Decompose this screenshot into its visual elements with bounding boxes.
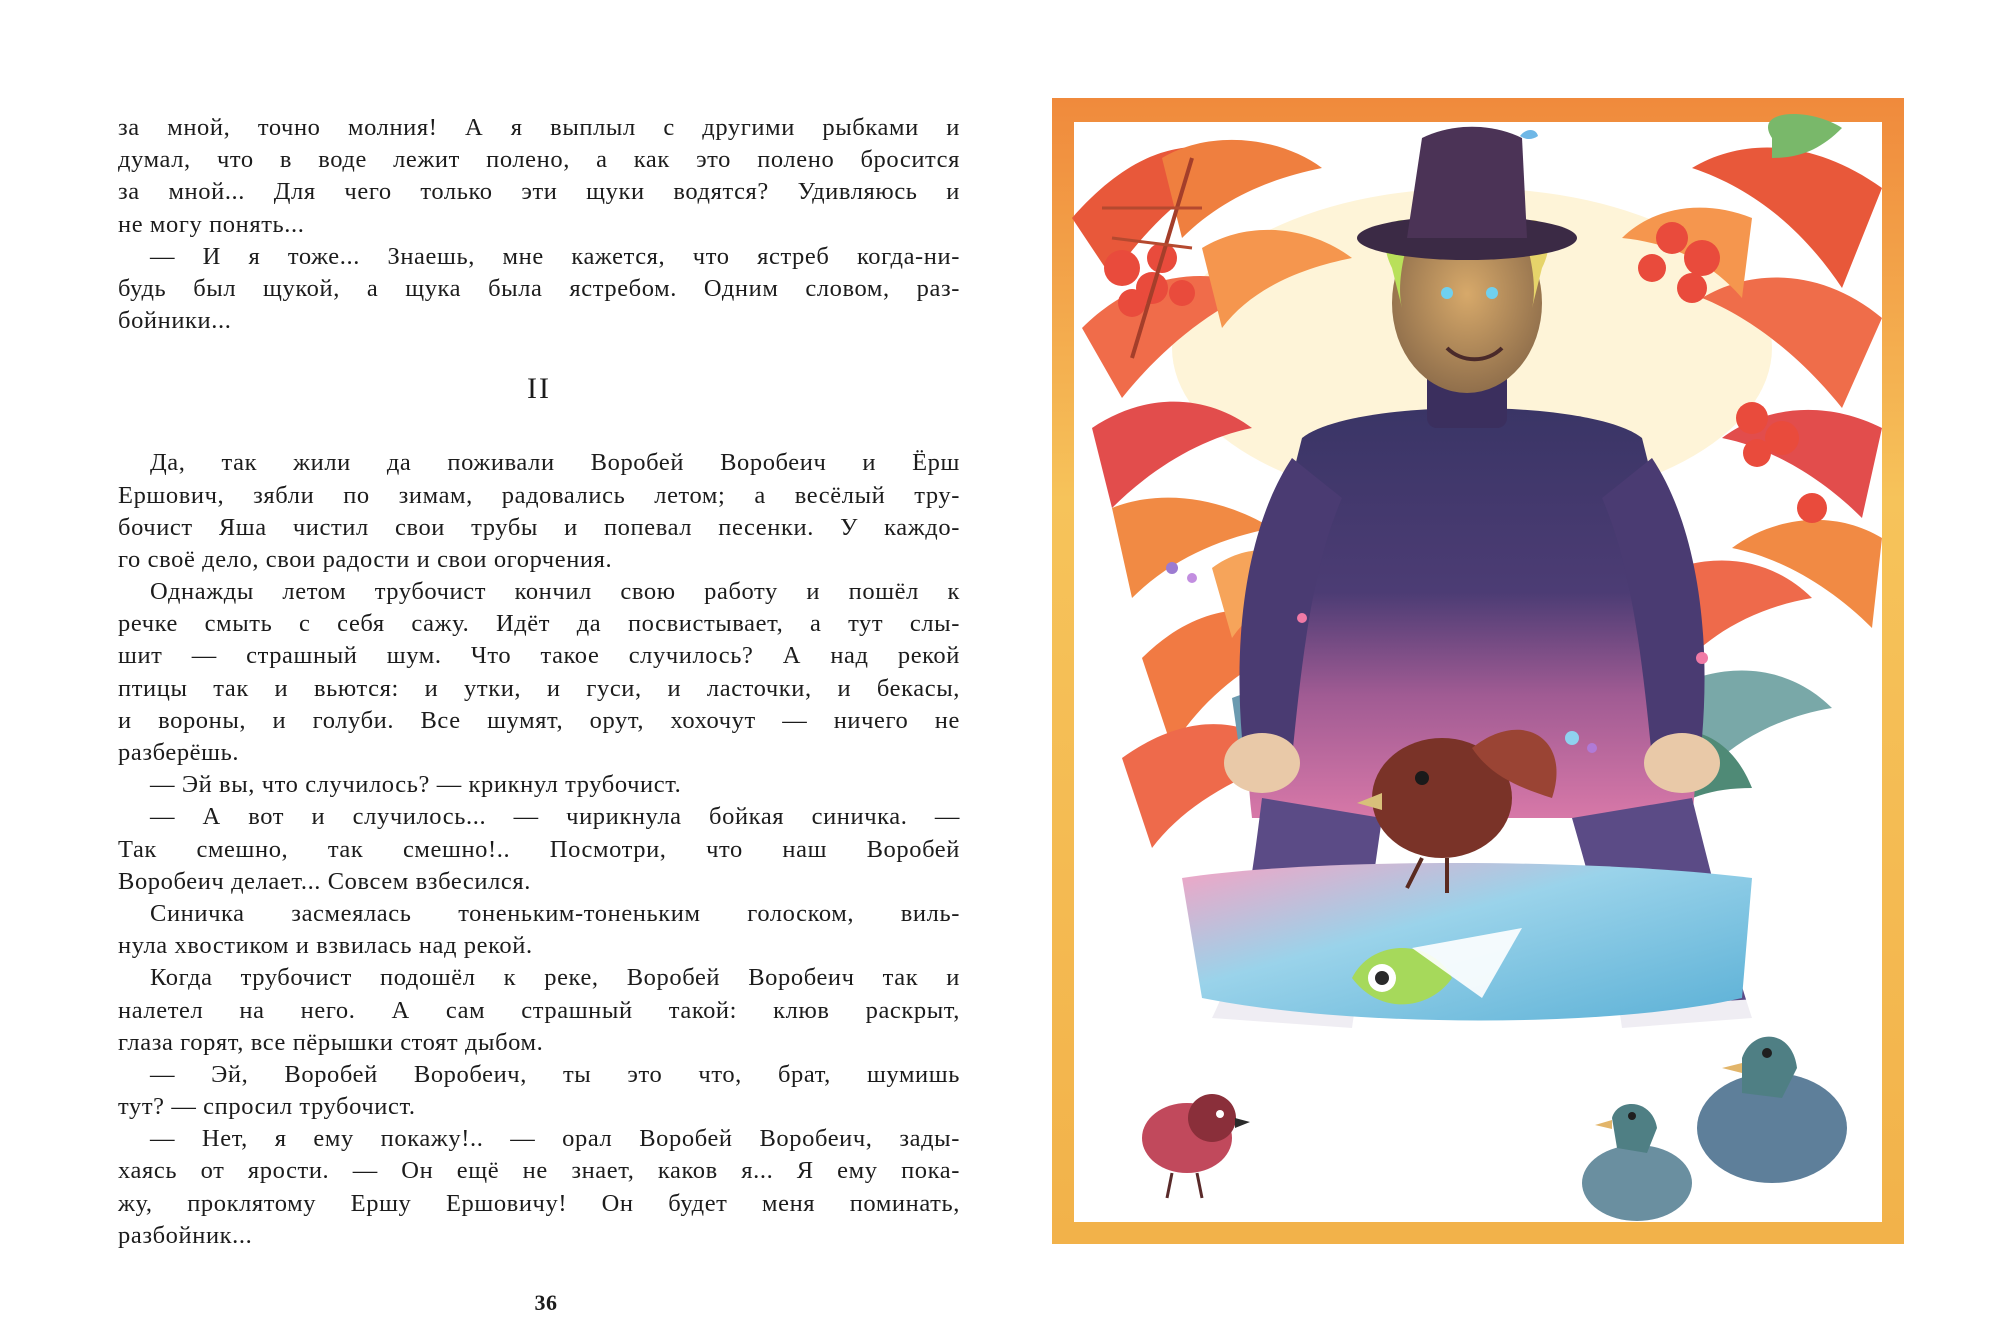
text-line: хаясь от ярости. — Он ещё не знает, каков я... Я ему пока- (118, 1157, 960, 1185)
chapter-title: II (527, 372, 551, 406)
text-line: думал, что в воде лежит полено, а как это полено бросится (118, 146, 960, 174)
text-line: за мной, точно молния! А я выплыл с другими рыбками и (118, 114, 960, 141)
text-line: — И я тоже... Знаешь, мне кажется, что ястреб когда-ни- (150, 242, 960, 270)
text-line: нула хвостиком и взвилась над рекой. (118, 932, 533, 960)
page-number: 36 (534, 1290, 558, 1315)
text-line: Так смешно, так смешно!.. Посмотри, что наш Воробей (118, 835, 960, 863)
text-line: Воробеич делает... Совсем взбесился. (118, 867, 531, 895)
text-line: — Нет, я ему покажу!.. — орал Воробей Воробеич, зады- (150, 1125, 960, 1153)
text-block-2 (118, 447, 960, 1252)
chimney-sweep-illustration (1052, 98, 1904, 1244)
left-text-page (118, 112, 960, 1252)
text-line: птицы так и вьются: и утки, и гуси, и ласточки, и бекасы, (118, 674, 960, 702)
text-line: и вороны, и голуби. Все шумят, орут, хохочут — ничего не (118, 706, 960, 734)
text-line: разберёшь. (118, 739, 240, 766)
text-line: шит — страшный шум. Что такое случилось? А над рекой (118, 642, 960, 670)
text-line: Когда трубочист подошёл к реке, Воробей Воробеич так и (150, 964, 960, 992)
text-line: тут? — спросил трубочист. (118, 1093, 416, 1121)
text-line: речке смыть с себя сажу. Идёт да посвистывает, а тут слы- (118, 610, 960, 638)
text-line: го своё дело, свои радости и свои огорчения. (118, 545, 613, 573)
text-line: Синичка засмеялась тоненьким-тоненьким голоском, виль- (150, 899, 960, 927)
text-line: Однажды летом трубочист кончил свою работу и пошёл к (150, 578, 960, 606)
text-line: будь был щукой, а щука была ястребом. Одним словом, раз- (118, 274, 960, 302)
text-line: за мной... Для чего только эти щуки водятся? Удивляюсь и (118, 178, 960, 206)
text-line: Ершович, зябли по зимам, радовались летом; а весёлый тру- (118, 481, 960, 509)
text-line: — А вот и случилось... — чирикнула бойкая синичка. — (150, 803, 960, 831)
text-line: бочист Яша чистил свои трубы и попевал песенки. У каждо- (118, 513, 960, 541)
text-line: разбойник... (118, 1221, 253, 1249)
illustration-canvas (1052, 98, 1904, 1244)
text-line: налетел на него. А сам страшный такой: клюв раскрыт, (118, 996, 960, 1024)
text-block-1 (118, 112, 960, 337)
text-line: не могу понять... (118, 210, 305, 238)
text-line: — Эй вы, что случилось? — крикнул трубочист. (150, 771, 682, 799)
text-line: бойники... (118, 307, 232, 335)
text-line: жу, проклятому Ершу Ершовичу! Он будет меня поминать, (118, 1189, 960, 1217)
text-line: — Эй, Воробей Воробеич, ты это что, брат, шумишь (150, 1060, 960, 1088)
text-line: Да, так жили да поживали Воробей Воробеич и Ёрш (150, 449, 960, 477)
text-line: глаза горят, все пёрышки стоят дыбом. (118, 1028, 544, 1056)
